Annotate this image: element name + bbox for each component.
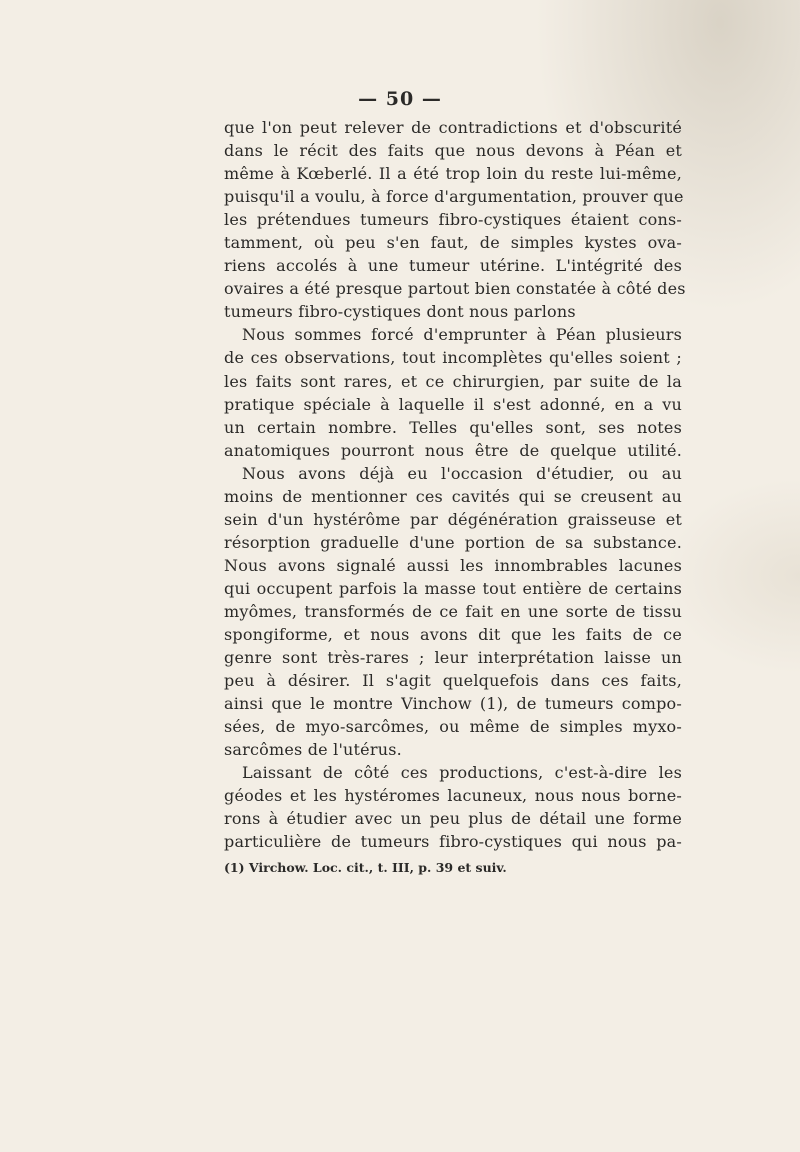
text-line: ainsi que le montre Vinchow (1), de tumeurs compo- [224,694,682,714]
page-number: — 50 — [358,88,442,110]
text-line: géodes et les hystéromes lacuneux, nous nous borne- [224,786,682,806]
body-text [224,116,686,854]
text-line: sein d'un hystérôme par dégénération graisseuse et [224,509,682,529]
text-line: Nous avons déjà eu l'occasion d'étudier, ou au [242,463,682,483]
text-line: anatomiques pourront nous être de quelque utilité. [224,440,682,460]
text-line: pratique spéciale à laquelle il s'est adonné, en a vu [224,394,682,414]
text-line: Nous sommes forcé d'emprunter à Péan plusieurs [242,325,682,345]
text-line: spongiforme, et nous avons dit que les faits de ce [224,625,682,645]
footnote: (1) Virchow. Loc. cit., t. III, p. 39 et suiv. [224,860,507,875]
text-line: myômes, transformés de ce fait en une sorte de tissu [224,601,682,621]
text-line: puisqu'il a voulu, à force d'argumentation, prouver que [224,187,684,207]
text-line: que l'on peut relever de contradictions et d'obscurité [224,118,682,137]
text-line: les prétendues tumeurs fibro-cystiques étaient cons- [224,210,682,230]
text-line: sarcômes de l'utérus. [224,740,402,760]
text-line: genre sont très-rares ; leur interprétation laisse un [224,648,682,668]
text-line: qui occupent parfois la masse tout entière de certains [224,578,682,598]
text-line: de ces observations, tout incomplètes qu'elles soient ; [224,348,682,368]
text-line: riens accolés à une tumeur utérine. L'intégrité des [224,256,682,276]
text-line: ovaires a été presque partout bien constatée à côté des [224,279,686,299]
text-line: les faits sont rares, et ce chirurgien, par suite de la [224,371,682,391]
text-line: dans le récit des faits que nous devons à Péan et [224,141,682,161]
text-line: peu à désirer. Il s'agit quelquefois dans ces faits, [224,671,682,691]
text-line: Nous avons signalé aussi les innombrables lacunes [224,555,682,575]
text-line: moins de mentionner ces cavités qui se creusent au [224,486,682,506]
text-line: tumeurs fibro-cystiques dont nous parlons [224,302,576,322]
text-line: particulière de tumeurs fibro-cystiques qui nous pa- [224,832,682,852]
text-line: Laissant de côté ces productions, c'est-à-dire les [242,763,682,783]
text-line: résorption graduelle d'une portion de sa substance. [224,532,682,552]
text-line: un certain nombre. Telles qu'elles sont, ses notes [224,417,682,437]
text-line: tamment, où peu s'en faut, de simples kystes ova- [224,233,682,253]
text-line: rons à étudier avec un peu plus de détail une forme [224,809,682,829]
text-line: sées, de myo-sarcômes, ou même de simples myxo- [224,717,682,737]
text-line: même à Kœberlé. Il a été trop loin du reste lui-même, [224,164,682,184]
